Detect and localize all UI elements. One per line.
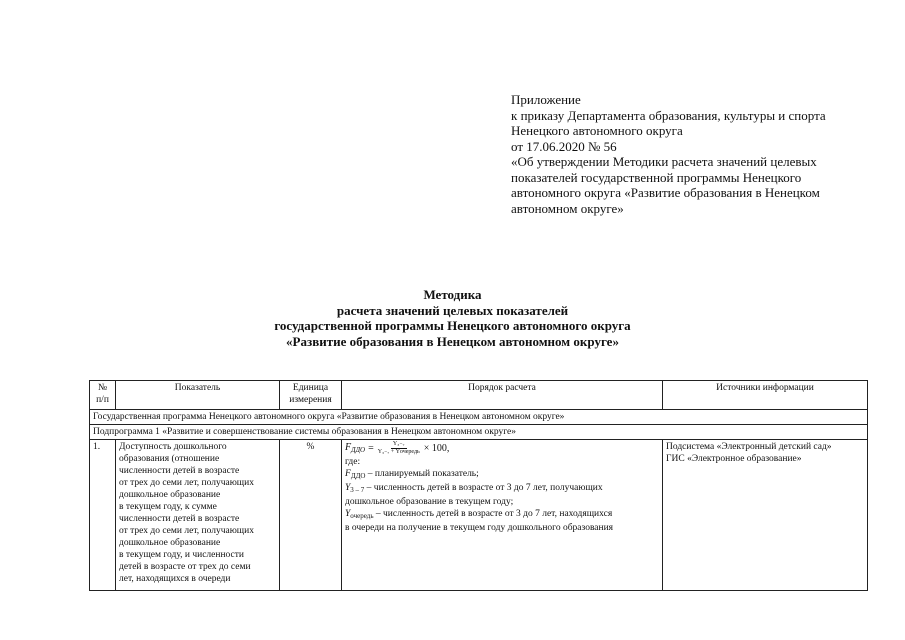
title-line: Методика xyxy=(423,287,482,302)
program-cell: Государственная программа Ненецкого автономного округа «Развитие образования в Ненецком автономном округе» xyxy=(90,410,868,425)
appendix-line: Ненецкого автономного округа xyxy=(511,123,683,138)
formula-denominator: Y₃₋₇ + Yочередь xyxy=(377,449,420,455)
indicator-line: детей в возрасте от трех до семи xyxy=(119,562,251,572)
indicator-line: от трех до семи лет, получающих xyxy=(119,478,254,488)
header-sources: Источники информации xyxy=(663,381,868,410)
def-symbol: F xyxy=(345,469,351,479)
appendix-line: Приложение xyxy=(511,92,581,107)
indicator-line: в текущем году, к сумме xyxy=(119,502,217,512)
formula-lhs-sub: ДДО xyxy=(351,445,366,454)
appendix-line: автономного округа «Развитие образования в Ненецком xyxy=(511,185,820,200)
row-unit: % xyxy=(280,440,342,591)
def-symbol: Y xyxy=(345,509,351,519)
formula-tail: × 100, xyxy=(423,442,450,454)
source-line: ГИС «Электронное образование» xyxy=(666,454,802,464)
definition-line xyxy=(345,496,659,508)
subprogram-row xyxy=(90,425,868,440)
appendix-line: к приказу Департамента образования, культуры и спорта xyxy=(511,107,826,123)
indicator-line: Доступность дошкольного xyxy=(119,442,227,452)
appendix-line: автономном округе» xyxy=(511,200,624,216)
header-indicator: Показатель xyxy=(116,381,280,410)
table-row xyxy=(90,440,868,591)
table-header-row xyxy=(90,381,868,410)
def-text: – численность детей в возрасте от 3 до 7 лет, получающих xyxy=(364,483,603,493)
formula-fraction xyxy=(377,441,421,456)
header-procedure: Порядок расчета xyxy=(342,381,663,410)
def-sub: ДДО xyxy=(350,472,366,480)
definition-line xyxy=(345,482,659,496)
indicator-line: лет, находящихся в очереди xyxy=(119,574,231,584)
header-num: № п/п xyxy=(90,381,116,410)
title-line: расчета значений целевых показателей xyxy=(336,302,569,318)
def-text: дошкольное образование в текущем году; xyxy=(345,497,514,507)
title-line: «Развитие образования в Ненецком автономном округе» xyxy=(286,333,619,349)
row-indicator xyxy=(116,440,280,591)
definition-line xyxy=(345,468,659,482)
row-num: 1. xyxy=(90,440,116,591)
row-procedure xyxy=(342,440,663,591)
def-text: – численность детей в возрасте от 3 до 7 лет, находящихся xyxy=(373,509,613,519)
appendix-line: показателей государственной программы Ненецкого xyxy=(511,169,802,185)
appendix-block xyxy=(511,92,891,216)
source-line: Подсистема «Электронный детский сад» xyxy=(666,442,832,452)
def-text: – планируемый показатель; xyxy=(365,469,479,479)
definition-line xyxy=(345,522,659,534)
row-sources xyxy=(663,440,868,591)
def-text: в очереди на получение в текущем году дошкольного образования xyxy=(345,523,614,533)
appendix-line: «Об утверждении Методики расчета значений целевых xyxy=(511,154,817,169)
indicator-line: образования (отношение xyxy=(119,454,220,464)
def-sub: очередь xyxy=(350,512,374,520)
formula-eq: = xyxy=(368,442,374,454)
formula-numerator: Y₃₋₇ xyxy=(392,441,405,447)
indicator-line: дошкольное образование xyxy=(119,538,221,548)
where-label: где: xyxy=(345,457,361,467)
program-row xyxy=(90,410,868,425)
indicators-table xyxy=(89,380,868,591)
indicator-line: численности детей в возрасте xyxy=(119,514,240,524)
document-title xyxy=(0,287,905,349)
def-sub: 3 – 7 xyxy=(350,486,365,494)
def-symbol: Y xyxy=(345,483,351,493)
formula-lhs xyxy=(345,442,365,456)
definition-line xyxy=(345,508,659,522)
indicator-line: от трех до семи лет, получающих xyxy=(119,526,254,536)
appendix-line: от 17.06.2020 № 56 xyxy=(511,138,617,154)
indicator-line: в текущем году, и численности xyxy=(119,550,244,560)
header-unit: Единица измерения xyxy=(280,381,342,410)
subprogram-cell: Подпрограмма 1 «Развитие и совершенствование системы образования в Ненецком автономном округе» xyxy=(90,425,868,440)
title-line: государственной программы Ненецкого автономного округа xyxy=(274,318,631,333)
formula-lhs-symbol: F xyxy=(345,441,352,453)
formula xyxy=(345,441,659,456)
indicator-line: дошкольное образование xyxy=(119,490,221,500)
indicator-line: численности детей в возрасте xyxy=(119,466,240,476)
